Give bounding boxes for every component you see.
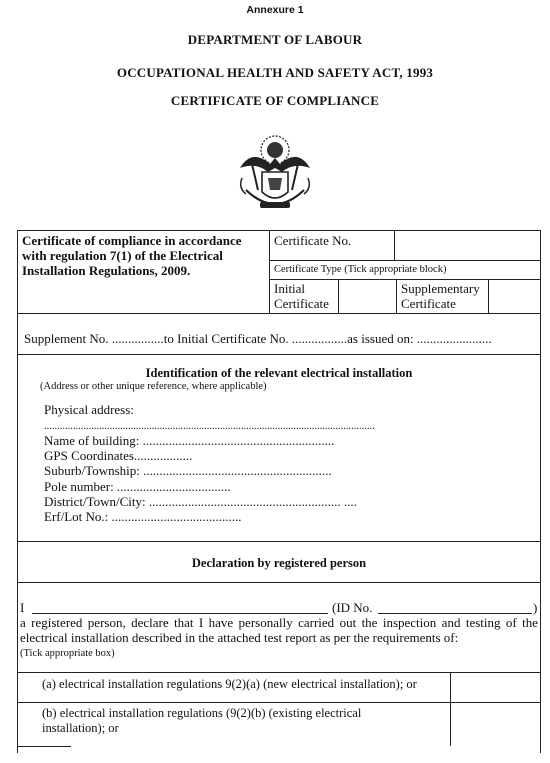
option-b-label xyxy=(42,706,361,736)
certificate-title: CERTIFICATE OF COMPLIANCE xyxy=(170,93,380,108)
coat-of-arms-icon xyxy=(232,128,318,218)
initial-certificate-label xyxy=(274,281,329,311)
option-b-line-1: (b) electrical installation regulations (9(2)(b) (existing electrical xyxy=(42,706,362,720)
identification-title: Identification of the relevant electrical installation xyxy=(145,366,413,380)
option-a-divider xyxy=(450,672,451,702)
physical-address-label: Physical address: xyxy=(44,402,134,417)
certificate-type-label: Certificate Type (Tick appropriate block) xyxy=(274,264,447,275)
tick-note: (Tick appropriate box) xyxy=(20,648,115,659)
middle-divider xyxy=(396,279,397,313)
table-left-border xyxy=(17,230,18,753)
identification-subtitle: (Address or other unique reference, where applicable) xyxy=(40,381,267,392)
certificate-no-label: Certificate No. xyxy=(274,233,352,248)
compliance-divider xyxy=(269,230,270,313)
pole-number-field[interactable]: Pole number: ................................... xyxy=(44,479,231,494)
suburb-township-field[interactable]: Suburb/Township: .......................................................... xyxy=(44,463,332,478)
act-title: OCCUPATIONAL HEALTH AND SAFETY ACT, 1993 xyxy=(116,65,434,80)
cert-type-bottom xyxy=(269,279,541,280)
cert-no-bottom xyxy=(269,260,541,261)
compliance-line-3: Installation Regulations, 2009. xyxy=(22,263,191,278)
supplementary-certificate-checkbox[interactable] xyxy=(490,281,538,311)
option-a-label: (a) electrical installation regulations 9(2)(a) (new electrical installation); or xyxy=(42,677,417,691)
gps-coordinates-field[interactable]: GPS Coordinates.................. xyxy=(44,448,193,463)
option-b-divider xyxy=(450,702,451,746)
declaration-title-bottom xyxy=(17,582,541,583)
compliance-bottom xyxy=(17,313,541,314)
declaration-body-line-1: a registered person, declare that I have personally carried out the inspection and testing of the xyxy=(20,615,538,630)
option-b-checkbox[interactable] xyxy=(452,704,538,744)
annexure-label: Annexure 1 xyxy=(246,4,304,16)
name-underline xyxy=(32,613,328,614)
initial-line-1: Initial xyxy=(274,281,306,296)
certificate-no-field[interactable] xyxy=(396,232,538,258)
supplementary-certificate-label xyxy=(401,281,480,311)
district-town-city-field[interactable]: District/Town/City: ........................................................... .... xyxy=(44,494,357,509)
identification-bottom xyxy=(17,541,541,542)
id-underline xyxy=(378,613,532,614)
department-title: DEPARTMENT OF LABOUR xyxy=(187,32,363,47)
supplementary-divider xyxy=(488,279,489,313)
initial-certificate-checkbox[interactable] xyxy=(340,281,394,311)
cert-no-divider xyxy=(394,230,395,260)
supplement-line: Supplement No. ................to Initial Certificate No. .................as issued on: ....................... xyxy=(24,331,492,346)
physical-address-field[interactable]: .............................................................................................................................. xyxy=(44,421,375,432)
id-close-paren: ) xyxy=(533,600,538,615)
id-no-label: (ID No. xyxy=(332,600,373,615)
option-b-line-2: installation); or xyxy=(42,721,119,735)
compliance-statement xyxy=(22,233,266,278)
compliance-line-1: Certificate of compliance in accordance xyxy=(22,233,242,248)
registered-person-name-field[interactable] xyxy=(32,598,328,613)
table-right-border xyxy=(540,230,541,753)
declaration-body-line-2: electrical installation described in the attached test report as per the requirements of: xyxy=(20,630,459,645)
id-number-field[interactable] xyxy=(378,598,532,613)
option-b-top xyxy=(17,702,541,703)
declaration-i-label: I xyxy=(20,600,25,615)
initial-line-2: Certificate xyxy=(274,296,329,311)
name-of-building-field[interactable]: Name of building: ........................................................... xyxy=(44,433,335,448)
declaration-title: Declaration by registered person xyxy=(191,556,367,570)
supplementary-line-2: Certificate xyxy=(401,296,456,311)
option-b-bottom-stub xyxy=(17,746,71,747)
supplement-bottom xyxy=(17,354,541,355)
erf-lot-no-field[interactable]: Erf/Lot No.: ........................................ xyxy=(44,509,242,524)
initial-divider xyxy=(338,279,339,313)
compliance-line-2: with regulation 7(1) of the Electrical xyxy=(22,248,223,263)
table-top-border xyxy=(17,230,541,231)
option-a-top xyxy=(17,672,541,673)
option-a-checkbox[interactable] xyxy=(452,674,538,700)
supplementary-line-1: Supplementary xyxy=(401,281,480,296)
